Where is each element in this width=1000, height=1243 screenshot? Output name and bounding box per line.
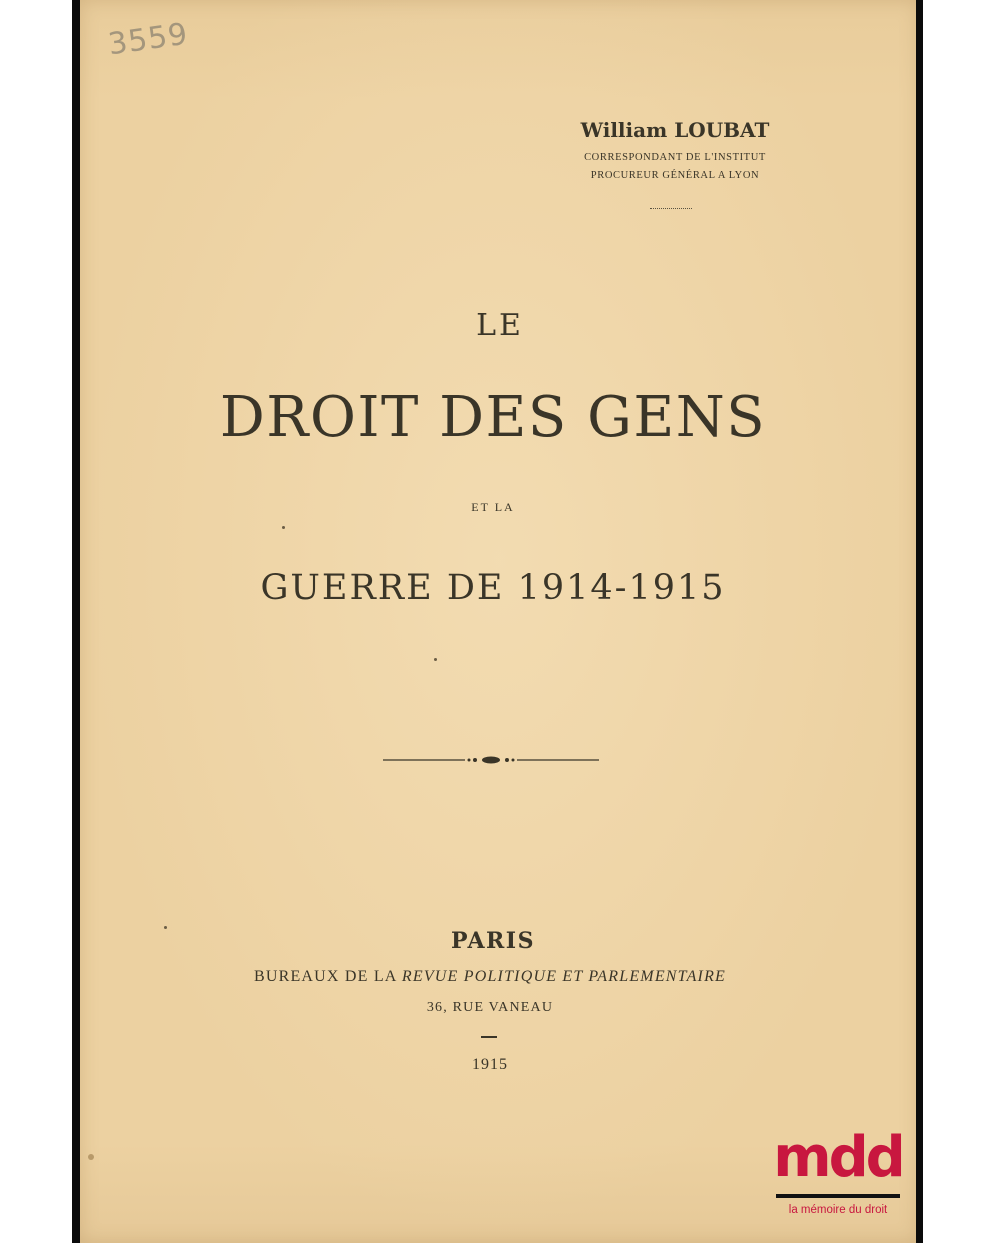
logo-bar — [776, 1194, 900, 1198]
paper-speck — [88, 1154, 94, 1160]
main-title: DROIT DES GENS — [219, 385, 767, 450]
paper-speck — [164, 926, 167, 929]
paper-speck — [434, 658, 437, 661]
author-ornament — [650, 208, 692, 211]
imprint-dash — [481, 1036, 497, 1038]
logo-tagline: la mémoire du droit — [788, 1204, 888, 1216]
imprint-city: PARIS — [451, 928, 535, 954]
watermark-logo — [772, 1125, 904, 1228]
publisher-prefix: BUREAUX DE LA — [253, 968, 397, 985]
paper-speck — [282, 526, 285, 529]
imprint-address: 36, RUE VANEAU — [426, 1000, 554, 1015]
imprint-year: 1915 — [472, 1056, 508, 1073]
title-article: LE — [476, 308, 524, 343]
title-conjunction: ET LA — [471, 500, 515, 514]
publisher-journal: REVUE POLITIQUE ET PARLEMENTAIRE — [401, 968, 727, 985]
author-title-line-2: PROCUREUR GÉNÉRAL A LYON — [590, 170, 760, 181]
author-name: William LOUBAT — [580, 118, 770, 142]
author-title-line-1: CORRESPONDANT DE L'INSTITUT — [584, 152, 766, 163]
imprint-publisher — [0, 968, 980, 986]
divider-ornament — [383, 750, 599, 770]
pencil-shelf-mark: 3559 — [105, 16, 191, 63]
logo-mark: mdd — [773, 1125, 903, 1190]
subtitle: GUERRE DE 1914-1915 — [260, 568, 726, 608]
